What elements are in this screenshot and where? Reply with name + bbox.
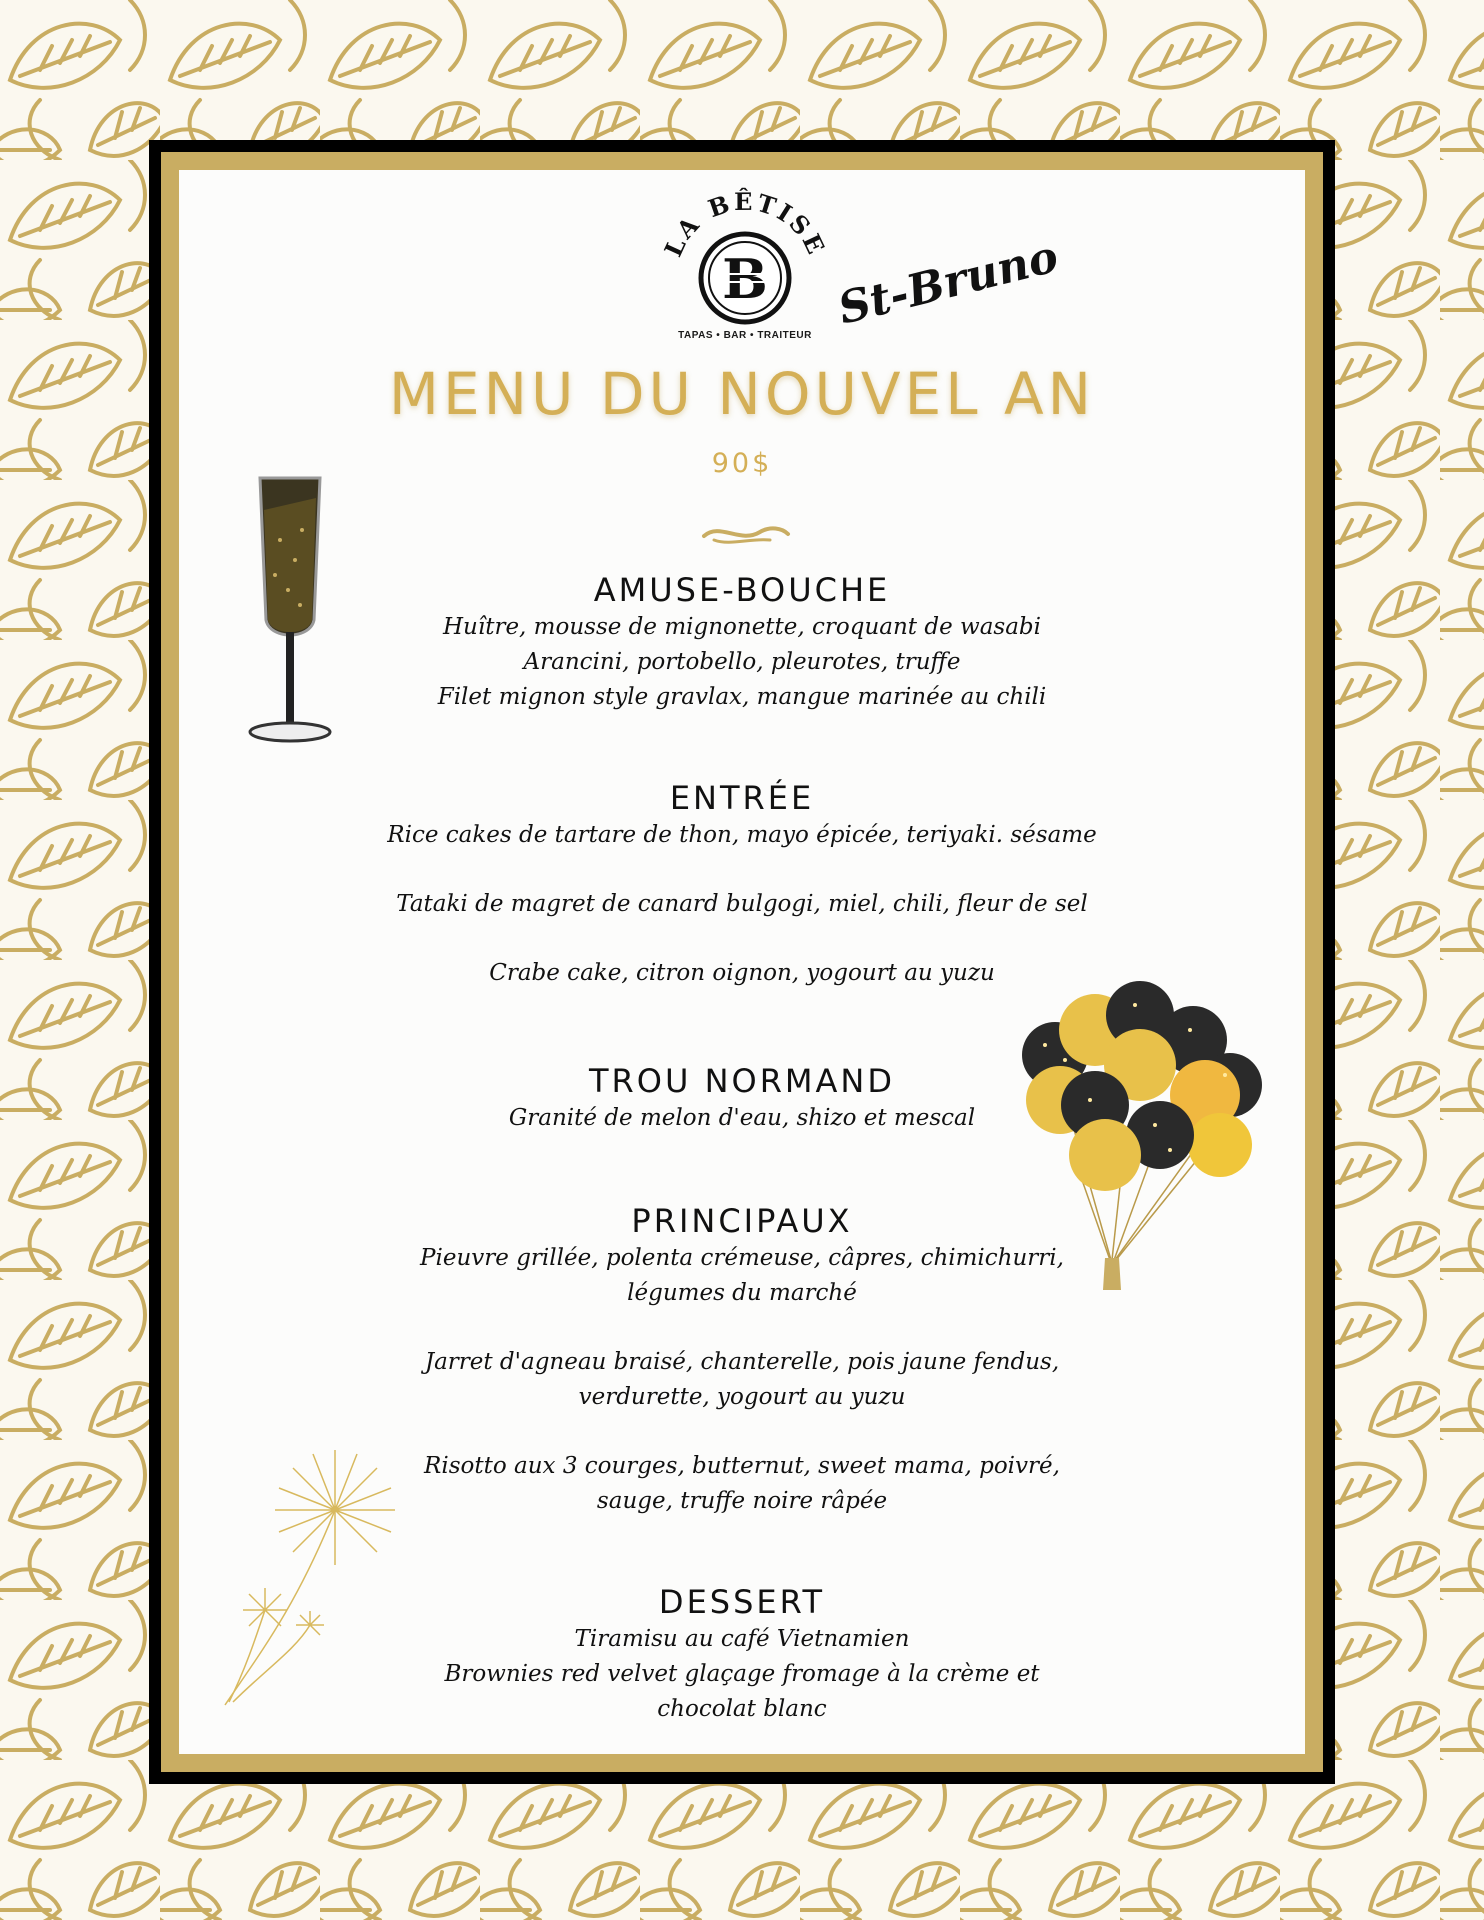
menu-item-line: Tataki de magret de canard bulgogi, miel, chili, fleur de sel <box>396 891 1088 917</box>
menu-title: MENU DU NOUVEL AN <box>388 360 1096 428</box>
menu-item-line: Rice cakes de tartare de thon, mayo épicée, teriyaki. sésame <box>387 822 1097 848</box>
section-heading: PRINCIPAUX <box>631 1202 853 1240</box>
menu-item-line: Pieuvre grillée, polenta crémeuse, câpres, chimichurri, <box>420 1245 1064 1271</box>
menu-item-line: Risotto aux 3 courges, butternut, sweet mama, poivré, <box>424 1453 1060 1479</box>
menu-item-line: sauge, truffe noire râpée <box>596 1488 888 1514</box>
menu-item-line: verdurette, yogourt au yuzu <box>578 1384 906 1410</box>
brand-name: LA BÊTISE <box>658 186 832 261</box>
section-dessert <box>179 1582 1305 1727</box>
location-signature <box>830 231 1064 335</box>
brand-tagline: TAPAS • BAR • TRAITEUR <box>678 330 812 341</box>
section-principaux <box>179 1201 1305 1519</box>
menu-item-line: Huître, mousse de mignonette, croquant de wasabi <box>442 614 1041 640</box>
menu-item-line: Brownies red velvet glaçage fromage à la crème et <box>444 1661 1040 1687</box>
menu-item-line: Crabe cake, citron oignon, yogourt au yuzu <box>489 960 995 986</box>
brand-monogram: B <box>722 247 768 311</box>
section-heading: DESSERT <box>658 1583 826 1621</box>
menu-item-line: Granité de melon d'eau, shizo et mescal <box>508 1105 976 1131</box>
menu-item-line: Jarret d'agneau braisé, chanterelle, pois jaune fendus, <box>424 1349 1060 1375</box>
section-heading: AMUSE-BOUCHE <box>593 571 891 609</box>
menu-item-line: chocolat blanc <box>657 1696 827 1722</box>
menu-item-line: Tiramisu au café Vietnamien <box>574 1626 910 1652</box>
section-entree <box>179 778 1305 991</box>
menu-item-line: légumes du marché <box>627 1280 857 1306</box>
location-signature-text: St-Bruno <box>833 231 1064 335</box>
section-amuse-bouche <box>179 570 1305 715</box>
section-heading: ENTRÉE <box>669 779 815 817</box>
section-heading: TROU NORMAND <box>589 1062 895 1100</box>
menu-price: 90$ <box>711 448 773 479</box>
brand-logo <box>655 178 835 348</box>
flourish-icon <box>700 518 790 548</box>
menu-item-line: Arancini, portobello, pleurotes, truffe <box>523 649 961 675</box>
section-trou-normand <box>179 1061 1305 1136</box>
menu-item-line: Filet mignon style gravlax, mangue marinée au chili <box>437 684 1047 710</box>
